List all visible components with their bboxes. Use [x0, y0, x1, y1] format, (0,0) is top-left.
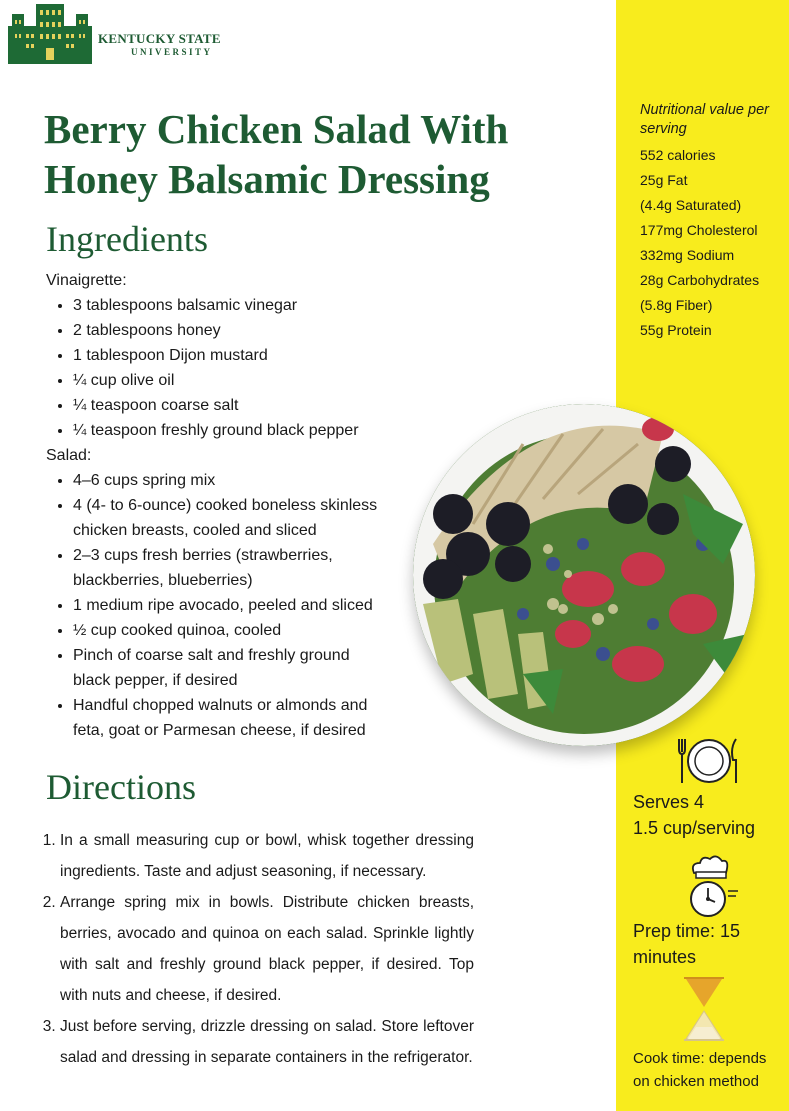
serves-info [633, 789, 755, 841]
nutrition-calories: 552 calories [640, 147, 716, 163]
direction-step: 1. In a small measuring cup or bowl, whisk together dressing ingredients. Taste and adjust seasoning, if necessary. [60, 825, 474, 887]
list-item: • 2–3 cups fresh berries (strawberries, blackberries, blueberries) [73, 543, 378, 593]
vinaigrette-label: Vinaigrette: [46, 272, 127, 289]
list-item: • ¼ teaspoon coarse salt [73, 393, 406, 418]
cook-time [633, 1047, 789, 1093]
directions-heading: Directions [46, 767, 196, 807]
list-item: • 1 tablespoon Dijon mustard [73, 343, 406, 368]
list-item: • 1 medium ripe avocado, peeled and sliced [73, 593, 378, 618]
list-item: • Handful chopped walnuts or almonds and feta, goat or Parmesan cheese, if desired [73, 693, 378, 743]
list-item: • 2 tablespoons honey [73, 318, 406, 343]
prep-time-line2: minutes [633, 947, 697, 967]
plate-icon [676, 736, 742, 786]
ingredients-heading: Ingredients [46, 219, 208, 259]
prep-time-line1: Prep time: 15 [633, 921, 741, 941]
list-item: • 4 (4- to 6-ounce) cooked boneless skinless chicken breasts, cooled and sliced [73, 493, 378, 543]
salad-list [46, 468, 378, 743]
list-item: • ¼ teaspoon freshly ground black pepper [73, 418, 406, 443]
list-item: • ¼ cup olive oil [73, 368, 406, 393]
page-title: Berry Chicken Salad With Honey Balsamic Dressing [44, 106, 509, 202]
list-item: • ½ cup cooked quinoa, cooled [73, 618, 378, 643]
cook-time-line1: Cook time: depends [633, 1050, 767, 1067]
nutrition-heading: Nutritional value per serving [640, 102, 769, 137]
prep-time [633, 918, 740, 970]
salad-label: Salad: [46, 447, 92, 464]
nutrition-fat: 25g Fat [640, 172, 688, 188]
nutrition-saturated: (4.4g Saturated) [640, 197, 742, 213]
serving-size: 1.5 cup/serving [633, 818, 756, 838]
directions-section [46, 825, 474, 1073]
nutrition-sodium: 332mg Sodium [640, 247, 735, 263]
directions-list [46, 825, 474, 1073]
logo-line1: KENTUCKY STATE [98, 31, 221, 46]
university-logo [8, 4, 238, 64]
list-item: • 4–6 cups spring mix [73, 468, 378, 493]
logo-line2: UNIVERSITY [131, 47, 213, 57]
salad-photo [413, 404, 755, 746]
castle-logo-icon [8, 4, 92, 64]
nutrition-panel [640, 101, 780, 343]
direction-step: 3. Just before serving, drizzle dressing on salad. Store leftover salad and dressing in separate containers in the refrigerator. [60, 1011, 474, 1073]
list-item: • 3 tablespoons balsamic vinegar [73, 293, 406, 318]
nutrition-fiber: (5.8g Fiber) [640, 297, 713, 313]
nutrition-cholesterol: 177mg Cholesterol [640, 222, 758, 238]
cook-time-line2: on chicken method [633, 1073, 759, 1090]
vinaigrette-list [46, 293, 406, 443]
nutrition-protein: 55g Protein [640, 322, 712, 338]
ingredients-section [46, 268, 406, 743]
serves-count: Serves 4 [633, 792, 705, 812]
hourglass-icon [682, 975, 726, 1043]
chef-timer-icon [684, 855, 740, 919]
direction-step: 2. Arrange spring mix in bowls. Distribute chicken breasts, berries, avocado and quinoa on each salad. Sprinkle lightly with salt and freshly ground black pepper, if desired. Top with nuts and cheese, if desired. [60, 887, 474, 1011]
list-item: • Pinch of coarse salt and freshly ground black pepper, if desired [73, 643, 378, 693]
nutrition-carbs: 28g Carbohydrates [640, 272, 760, 288]
